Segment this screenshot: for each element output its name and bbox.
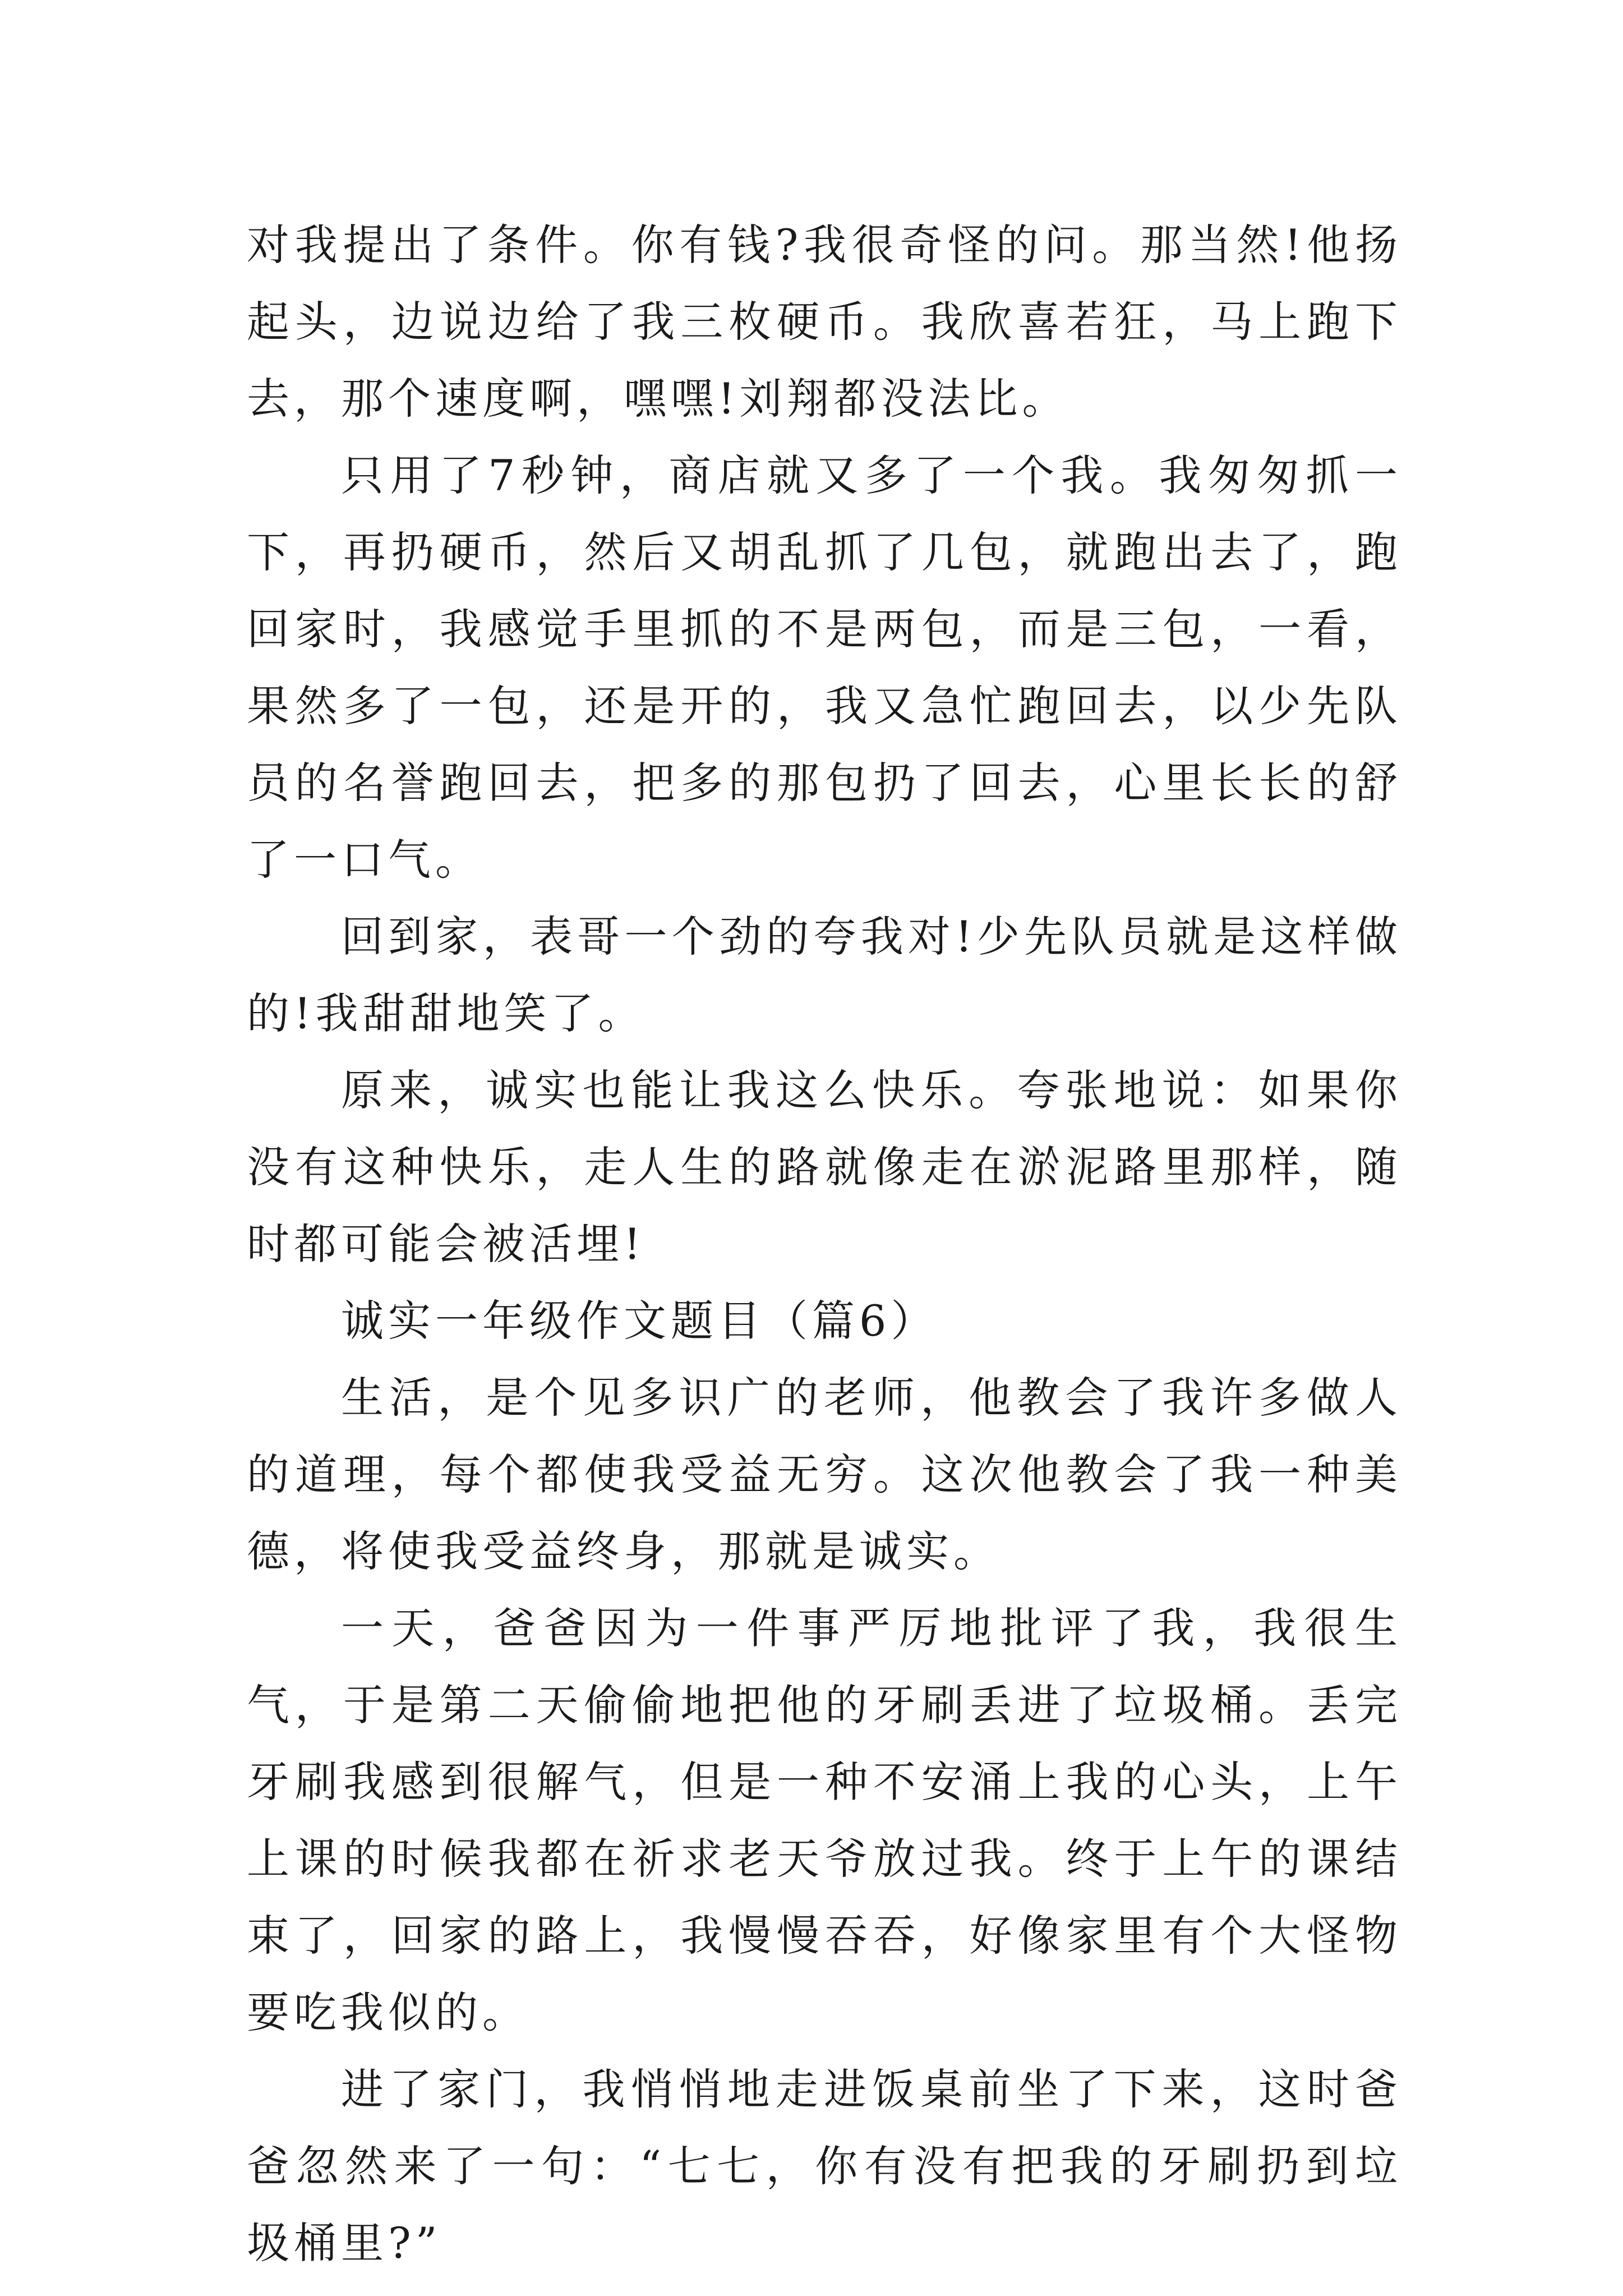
section-heading: 诚实一年级作文题目（篇6） [341,1296,938,1346]
paragraph-6: 一天，爸爸因为一件事严厉地批评了我，我很生气，于是第二天偷偷地把他的牙刷丢进了垃圾桶。丢完牙刷我感到很解气，但是一种不安涌上我的心头，上午上课的时候我都在祈求老天爷放过我。终于上午的课结束了，回家的路上，我慢慢吞吞，好像家里有个大怪物要吃我似的。 [247,1603,1402,2037]
paragraph-1: 对我提出了条件。你有钱?我很奇怪的问。那当然!他扬起头，边说边给了我三枚硬币。我欣喜若狂，马上跑下去，那个速度啊，嘿嘿!刘翔都没法比。 [247,220,1402,424]
paragraph-3: 回到家，表哥一个劲的夸我对!少先队员就是这样做的!我甜甜地笑了。 [247,912,1402,1038]
paragraph-2: 只用了7秒钟，商店就又多了一个我。我匆匆抓一下，再扔硬币，然后又胡乱抓了几包，就跑出去了，跑回家时，我感觉手里抓的不是两包，而是三包，一看，果然多了一包，还是开的，我又急忙跑回去，以少先队员的名誉跑回去，把多的那包扔了回去，心里长长的舒了一口气。 [247,450,1402,885]
document-body [247,206,1402,2281]
paragraph-4: 原来，诚实也能让我这么快乐。夸张地说：如果你没有这种快乐，走人生的路就像走在淤泥路里那样，随时都可能会被活埋! [247,1065,1402,1269]
paragraph-7: 进了家门，我悄悄地走进饭桌前坐了下来，这时爸爸忽然来了一句：“七七，你有没有把我的牙刷扔到垃圾桶里?” [247,2064,1402,2268]
paragraph-5: 生活，是个见多识广的老师，他教会了我许多做人的道理，每个都使我受益无穷。这次他教会了我一种美德，将使我受益终身，那就是诚实。 [247,1373,1402,1576]
